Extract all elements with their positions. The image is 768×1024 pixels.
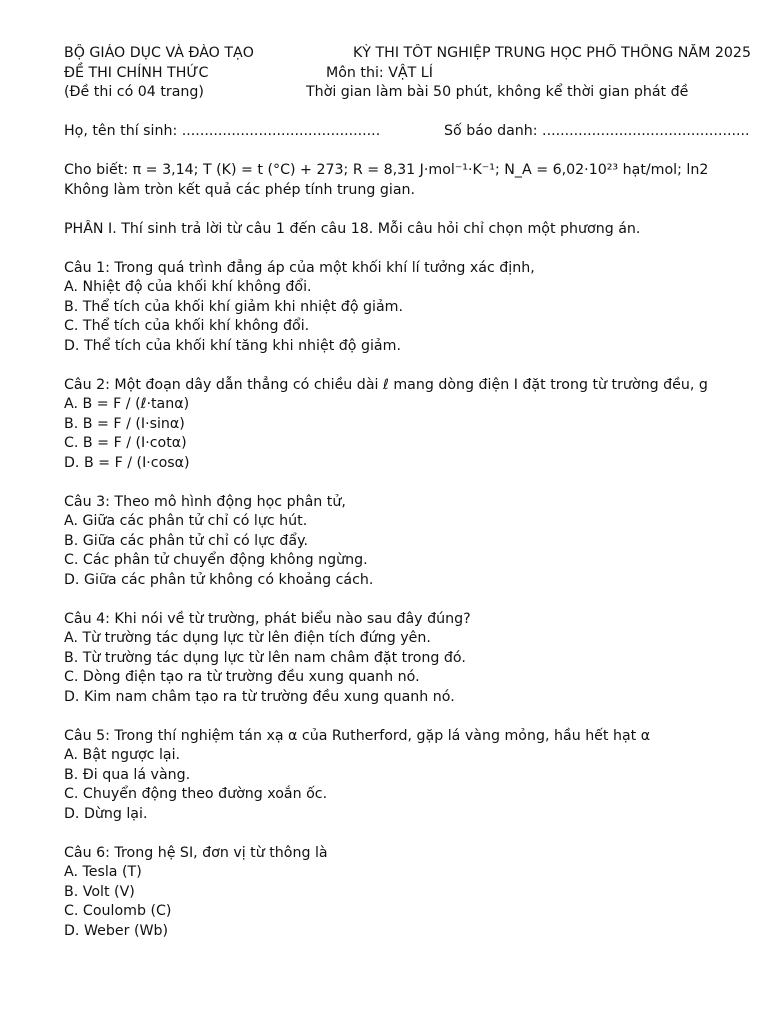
option-c: C. B = F / (I·cotα) [64, 435, 187, 451]
question-stem: Câu 5: Trong thí nghiệm tán xạ α của Rutherford, gặp lá vàng mỏng, hầu hết hạt α [64, 727, 651, 744]
option-c: C. Các phân tử chuyển động không ngừng. [64, 552, 368, 568]
time-note: Thời gian làm bài 50 phút, không kể thời gian phát đề [306, 84, 689, 100]
header-row-3 [64, 83, 768, 103]
part1-instruction: PHẦN I. Thí sinh trả lời từ câu 1 đến câu 18. Mỗi câu hỏi chỉ chọn một phương án. [64, 220, 641, 237]
question-4 [64, 610, 768, 708]
option-d: D. Thể tích của khối khí tăng khi nhiệt độ giảm. [64, 337, 401, 354]
option-a: A. Tesla (T) [64, 864, 142, 880]
rounding-note: Không làm tròn kết quả các phép tính trung gian. [64, 181, 416, 198]
option-d: D. Weber (Wb) [64, 922, 169, 939]
option-d: D. Kim nam châm tạo ra từ trường đều xung quanh nó. [64, 688, 455, 705]
option-c: C. Coulomb (C) [64, 903, 172, 919]
spacer [64, 356, 768, 376]
option-a: A. Giữa các phân tử chỉ có lực hút. [64, 513, 308, 529]
option-c: C. Chuyển động theo đường xoắn ốc. [64, 786, 328, 802]
option-a: A. B = F / (ℓ·tanα) [64, 396, 190, 412]
spacer [64, 707, 768, 727]
option-d: D. Giữa các phân tử không có khoảng cách. [64, 571, 374, 588]
option-a: A. Từ trường tác dụng lực từ lên điện tích đứng yên. [64, 630, 431, 646]
spacer [64, 103, 768, 123]
candidate-name-field: Họ, tên thí sinh: ............................................ [64, 123, 381, 139]
candidate-row [64, 122, 768, 142]
option-b: B. Từ trường tác dụng lực từ lên nam châm đặt trong đó. [64, 649, 466, 666]
question-5 [64, 727, 768, 825]
option-a: A. Nhiệt độ của khối khí không đổi. [64, 279, 312, 295]
question-1 [64, 259, 768, 357]
question-stem: Câu 4: Khi nói về từ trường, phát biểu nào sau đây đúng? [64, 610, 471, 627]
candidate-id-field: Số báo danh: .............................................. [444, 123, 750, 139]
question-stem: Câu 1: Trong quá trình đẳng áp của một khối khí lí tưởng xác định, [64, 259, 535, 276]
question-stem: Câu 2: Một đoạn dây dẫn thẳng có chiều dài ℓ mang dòng điện I đặt trong từ trường đều, g [64, 376, 708, 393]
option-b: B. Giữa các phân tử chỉ có lực đẩy. [64, 532, 309, 549]
option-d: D. B = F / (I·cosα) [64, 454, 190, 471]
option-c: C. Thể tích của khối khí không đổi. [64, 318, 310, 334]
spacer [64, 473, 768, 493]
option-d: D. Dừng lại. [64, 805, 148, 822]
header-row-2 [64, 64, 768, 84]
pages-note: (Đề thi có 04 trang) [64, 84, 204, 100]
option-c: C. Dòng điện tạo ra từ trường đều xung quanh nó. [64, 669, 420, 685]
given-constants: Cho biết: π = 3,14; T (K) = t (°C) + 273; R = 8,31 J·mol⁻¹·K⁻¹; N_A = 6,02·10²³ hạt/mol; ln2 [64, 162, 709, 178]
official-label: ĐỀ THI CHÍNH THỨC [64, 64, 209, 81]
spacer [64, 239, 768, 259]
exam-page [64, 44, 768, 1024]
question-3 [64, 493, 768, 591]
spacer [64, 590, 768, 610]
spacer [64, 824, 768, 844]
exam-title: KỲ THI TỐT NGHIỆP TRUNG HỌC PHỔ THÔNG NĂM 2025 [353, 45, 751, 61]
spacer [64, 200, 768, 220]
option-b: B. B = F / (I·sinα) [64, 415, 185, 432]
ministry-name: BỘ GIÁO DỤC VÀ ĐÀO TẠO [64, 45, 254, 61]
question-2 [64, 376, 768, 474]
option-b: B. Đi qua lá vàng. [64, 766, 191, 783]
option-b: B. Volt (V) [64, 883, 135, 900]
option-b: B. Thể tích của khối khí giảm khi nhiệt độ giảm. [64, 298, 403, 315]
question-stem: Câu 6: Trong hệ SI, đơn vị từ thông là [64, 844, 328, 861]
subject-label: Môn thi: VẬT LÍ [326, 64, 433, 81]
option-a: A. Bật ngược lại. [64, 747, 181, 763]
question-stem: Câu 3: Theo mô hình động học phân tử, [64, 493, 346, 510]
question-6 [64, 844, 768, 942]
header-row-1 [64, 44, 768, 64]
spacer [64, 142, 768, 162]
